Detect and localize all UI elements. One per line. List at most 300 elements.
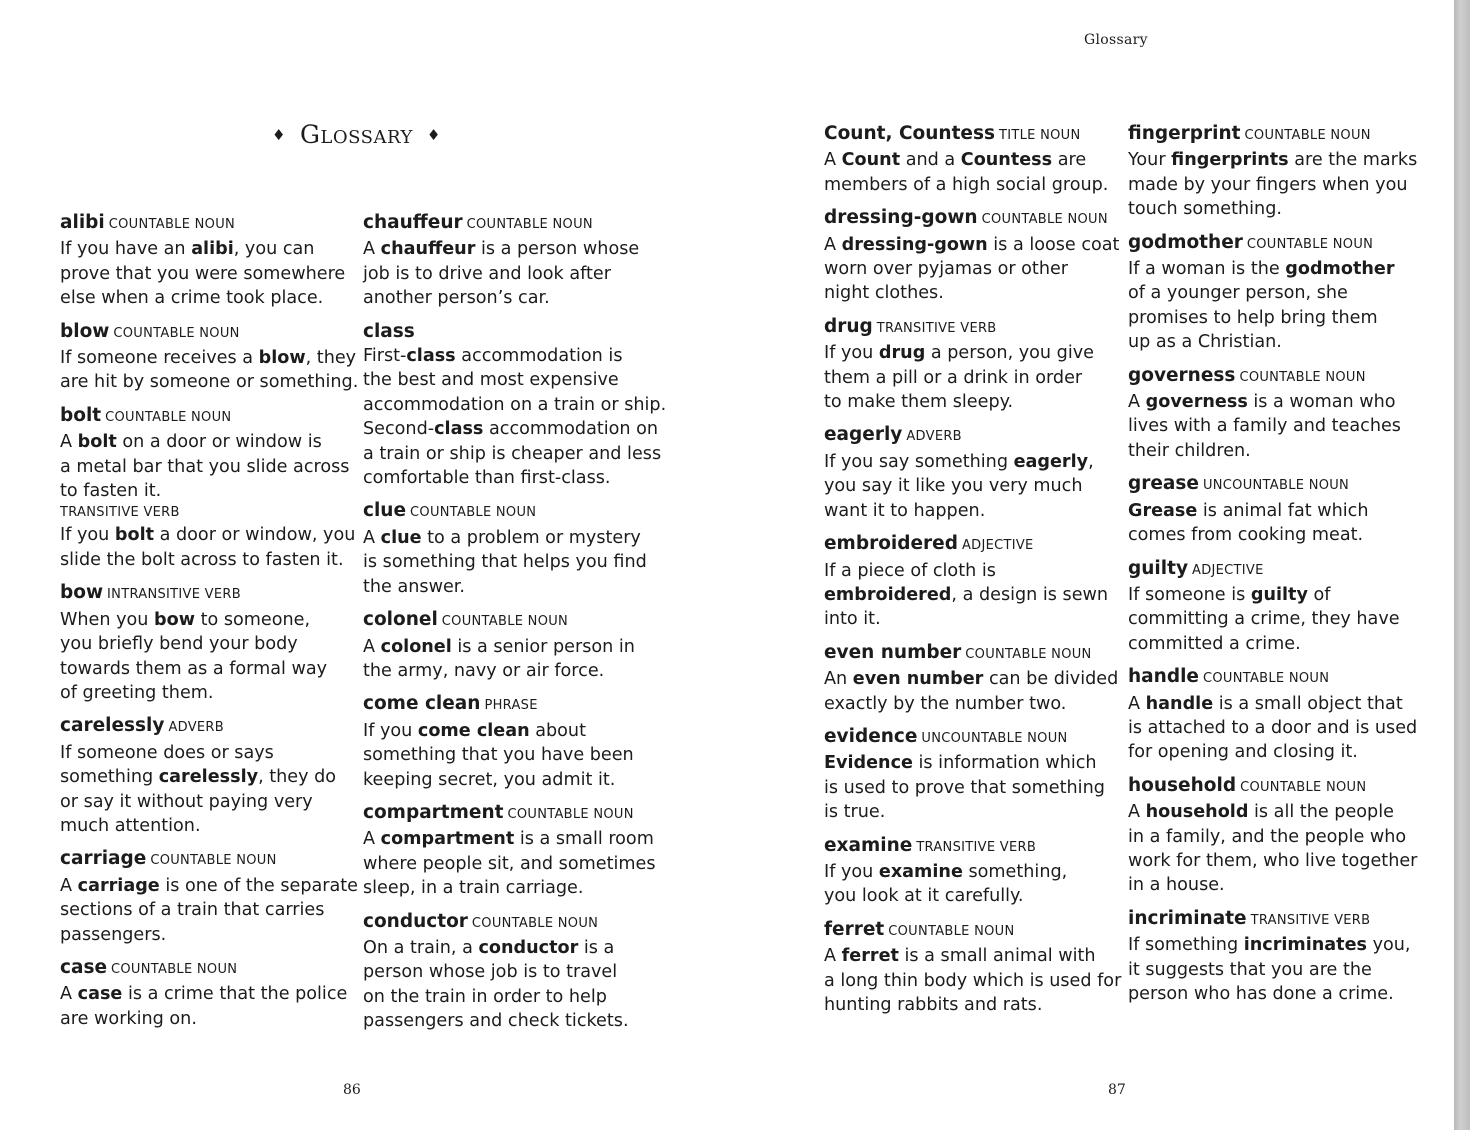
definition-text: is a woman who xyxy=(1247,392,1396,413)
definition-line xyxy=(1128,716,1420,740)
definition-text: the army, navy or air force. xyxy=(363,660,605,681)
part-of-speech: TRANSITIVE VERB xyxy=(876,320,997,336)
headword: even number xyxy=(824,641,962,663)
part-of-speech: COUNTABLE NOUN xyxy=(1240,779,1367,795)
definition-text: A xyxy=(60,875,78,896)
glossary-entry xyxy=(1128,364,1420,464)
definition-line xyxy=(363,1009,655,1033)
definition-keyword: carelessly xyxy=(158,767,259,788)
definition-text: a door or window, you xyxy=(154,525,356,546)
entry-heading xyxy=(824,532,1116,558)
entry-heading xyxy=(60,211,352,237)
glossary-entry xyxy=(60,956,352,1031)
definition-text: something that you have been xyxy=(363,745,634,766)
glossary-entry xyxy=(824,918,1122,1018)
definition-line xyxy=(363,368,655,392)
headword: chauffeur xyxy=(363,212,463,233)
headword: eagerly xyxy=(824,424,903,446)
part-of-speech: COUNTABLE NOUN xyxy=(1239,369,1366,385)
definition-line xyxy=(60,1007,352,1031)
definition-line xyxy=(60,923,352,947)
definition-line xyxy=(363,960,655,984)
definition-text: for opening and closing it. xyxy=(1128,742,1358,763)
headword: ferret xyxy=(824,918,885,940)
definition-keyword: ferret xyxy=(841,946,899,967)
definition-line xyxy=(60,370,359,394)
part-of-speech: UNCOUNTABLE NOUN xyxy=(1202,478,1350,494)
definition-text: comfortable than first-class. xyxy=(363,468,611,489)
definition-text: committing a crime, they have xyxy=(1128,609,1400,630)
definition-line xyxy=(363,442,662,466)
part-of-speech: TITLE NOUN xyxy=(998,128,1081,143)
definition-text: a metal bar that you slide across xyxy=(60,456,350,477)
headword: compartment xyxy=(363,801,504,823)
definition-line xyxy=(1128,173,1420,197)
definition-text: A xyxy=(363,829,381,850)
definition-text: the answer. xyxy=(363,576,465,597)
page-number-left: 86 xyxy=(343,1082,361,1098)
definition-line xyxy=(60,814,352,838)
definition-text: work for them, who live together xyxy=(1128,850,1418,871)
entry-heading xyxy=(1128,665,1420,691)
entry-heading xyxy=(60,956,352,982)
entry-heading xyxy=(1128,122,1420,148)
definition-text: on the train in order to help xyxy=(363,986,607,1007)
definition-keyword: Evidence xyxy=(824,753,913,774)
glossary-entry xyxy=(363,608,655,683)
definition-text: If you say something xyxy=(824,451,1014,472)
glossary-entry xyxy=(824,206,1120,306)
page-number-right: 87 xyxy=(1108,1082,1126,1098)
headword: examine xyxy=(824,834,913,856)
definition-line xyxy=(363,575,655,599)
definition-text: If something xyxy=(1128,935,1244,956)
definition-line xyxy=(824,148,1116,172)
entry-heading xyxy=(363,499,655,525)
definition-line xyxy=(60,346,357,370)
part-of-speech: COUNTABLE NOUN xyxy=(507,806,634,822)
definition-line xyxy=(824,281,1116,305)
definition-text: is a small room xyxy=(514,829,654,850)
part-of-speech: COUNTABLE NOUN xyxy=(471,915,599,931)
definition-text: , xyxy=(1088,451,1094,472)
definition-text: night clothes. xyxy=(824,283,944,304)
part-of-speech: COUNTABLE NOUN xyxy=(888,923,1015,939)
glossary-entry xyxy=(824,725,1116,825)
part-of-speech: COUNTABLE NOUN xyxy=(113,325,240,341)
definition-line xyxy=(60,479,352,503)
entry-heading xyxy=(60,714,352,740)
definition-keyword: drug xyxy=(878,343,926,364)
definition-line xyxy=(60,262,352,286)
headword: bow xyxy=(60,582,104,604)
definition-text: a person, you give xyxy=(925,343,1094,364)
headword: fingerprint xyxy=(1128,123,1241,144)
definition-line xyxy=(1128,439,1420,463)
definition-keyword: embroidered xyxy=(824,584,952,605)
definition-keyword: class xyxy=(434,419,484,440)
definition-line xyxy=(363,743,655,767)
definition-line xyxy=(824,776,1116,800)
glossary-entry xyxy=(60,581,352,705)
definition-text: sections of a train that carries xyxy=(60,900,325,921)
entry-heading xyxy=(824,206,1116,232)
definition-line xyxy=(1128,197,1420,221)
part-of-speech: ADJECTIVE xyxy=(1192,562,1264,578)
definition-keyword: eagerly xyxy=(1013,451,1089,472)
definition-keyword: household xyxy=(1145,802,1249,823)
definition-line xyxy=(363,852,655,876)
definition-line xyxy=(824,607,1116,631)
definition-text: If you have an xyxy=(60,239,192,260)
definition-line xyxy=(824,233,1120,257)
headword: class xyxy=(363,320,415,342)
glossary-entry xyxy=(1128,122,1420,222)
definition-text: to fasten it. xyxy=(60,481,162,502)
definition-line xyxy=(60,286,352,310)
definition-line xyxy=(824,499,1116,523)
definition-text: touch something. xyxy=(1128,199,1282,220)
diamond-ornament-icon: ♦ xyxy=(426,126,441,144)
definition-text: A xyxy=(1128,392,1146,413)
entry-heading xyxy=(1128,364,1420,390)
definition-text: want it to happen. xyxy=(824,500,986,521)
definition-text: are the marks xyxy=(1288,150,1418,171)
entry-heading xyxy=(824,423,1116,449)
definition-line xyxy=(824,993,1116,1017)
right-page xyxy=(735,0,1454,1130)
definition-text: accommodation is xyxy=(455,346,623,367)
entry-heading xyxy=(824,122,1116,148)
glossary-column-2 xyxy=(363,211,667,1043)
part-of-speech: COUNTABLE NOUN xyxy=(111,961,238,977)
definition-text: of a younger person, she xyxy=(1128,283,1348,304)
glossary-entry xyxy=(1128,774,1420,898)
definition-text: is something that helps you find xyxy=(363,552,647,573)
definition-keyword: incriminates xyxy=(1243,935,1367,956)
definition-text: you look at it carefully. xyxy=(824,886,1024,907)
headword: carelessly xyxy=(60,715,165,737)
definition-text: are hit by someone or something. xyxy=(60,372,359,393)
glossary-title xyxy=(272,120,441,149)
headword: grease xyxy=(1128,473,1199,495)
definition-text: them a pill or a drink in order xyxy=(824,367,1083,388)
definition-keyword: governess xyxy=(1145,392,1248,413)
definition-line xyxy=(1128,849,1420,873)
definition-text: If you xyxy=(363,720,418,741)
definition-text: A xyxy=(363,527,381,548)
definition-text: A xyxy=(60,984,78,1005)
entry-heading xyxy=(824,725,1116,751)
definition-text: First- xyxy=(363,346,407,367)
definition-text: another person’s car. xyxy=(363,288,550,309)
definition-line xyxy=(824,559,1116,583)
part-of-speech: INTRANSITIVE VERB xyxy=(107,587,241,603)
definition-text: If someone is xyxy=(1128,584,1251,605)
headword: alibi xyxy=(60,212,105,233)
definition-line xyxy=(60,657,352,681)
definition-line xyxy=(1128,523,1420,547)
part-of-speech: COUNTABLE NOUN xyxy=(965,646,1092,662)
definition-text: of xyxy=(1307,584,1331,605)
entry-heading xyxy=(363,608,655,634)
definition-text: is a small object that xyxy=(1213,693,1403,714)
definition-keyword: blow xyxy=(258,348,306,369)
definition-text: something xyxy=(60,767,159,788)
definition-text: A xyxy=(824,150,842,171)
glossary-entry xyxy=(60,847,358,947)
definition-text: of greeting them. xyxy=(60,682,214,703)
definition-line xyxy=(824,884,1116,908)
part-of-speech: COUNTABLE NOUN xyxy=(1244,128,1371,143)
definition-text: A xyxy=(363,239,381,260)
definition-text: towards them as a formal way xyxy=(60,658,328,679)
definition-keyword: conductor xyxy=(478,937,579,958)
definition-text: and a xyxy=(900,150,961,171)
part-of-speech: PHRASE xyxy=(484,698,538,714)
definition-text: committed a crime. xyxy=(1128,633,1301,654)
definition-line xyxy=(60,898,352,922)
definition-line xyxy=(363,393,667,417)
definition-line xyxy=(363,768,655,792)
definition-text: exactly by the number two. xyxy=(824,693,1067,714)
definition-text: or say it without paying very xyxy=(60,791,313,812)
definition-text: something, xyxy=(962,861,1068,882)
definition-text: passengers and check tickets. xyxy=(363,1011,629,1032)
definition-text: in a family, and the people who xyxy=(1128,826,1407,847)
definition-keyword: Countess xyxy=(960,150,1053,171)
definition-text: is a person whose xyxy=(475,239,640,260)
entry-heading xyxy=(60,847,352,873)
definition-text: is attached to a door and is used xyxy=(1128,717,1418,738)
headword: Count, Countess xyxy=(824,123,995,144)
definition-line xyxy=(363,417,659,441)
glossary-entry xyxy=(824,423,1116,523)
definition-text: is one of the separate xyxy=(159,875,358,896)
glossary-entry xyxy=(60,320,359,395)
definition-text: , they xyxy=(305,348,357,369)
definition-text: members of a high social group. xyxy=(824,174,1109,195)
definition-text: a long thin body which is used for xyxy=(824,970,1122,991)
definition-keyword: dressing-gown xyxy=(841,234,988,255)
part-of-speech: COUNTABLE NOUN xyxy=(150,853,277,869)
headword: blow xyxy=(60,320,110,342)
part-of-speech: COUNTABLE NOUN xyxy=(410,505,537,521)
definition-text: A xyxy=(824,946,842,967)
definition-keyword: come clean xyxy=(417,720,530,741)
definition-text: you briefly bend your body xyxy=(60,634,298,655)
entry-heading xyxy=(60,404,352,430)
definition-keyword: fingerprints xyxy=(1171,150,1289,171)
headword: carriage xyxy=(60,848,147,870)
headword: colonel xyxy=(363,609,438,631)
definition-line xyxy=(60,681,352,705)
definition-keyword: guilty xyxy=(1250,584,1308,605)
definition-text: is a small animal with xyxy=(898,946,1096,967)
part-of-speech: TRANSITIVE VERB xyxy=(1250,912,1371,928)
definition-text: worn over pyjamas or other xyxy=(824,259,1069,280)
definition-line xyxy=(60,632,352,656)
headword: conductor xyxy=(363,910,468,932)
definition-line xyxy=(824,474,1116,498)
definition-line xyxy=(363,719,655,743)
definition-line xyxy=(1128,414,1420,438)
headword: come clean xyxy=(363,693,481,715)
definition-text: person whose job is to travel xyxy=(363,962,618,983)
definition-line xyxy=(60,790,352,814)
definition-line xyxy=(363,876,655,900)
glossary-column-4 xyxy=(1128,122,1420,1015)
definition-line xyxy=(1128,583,1420,607)
entry-heading xyxy=(1128,907,1420,933)
definition-line xyxy=(1128,958,1420,982)
part-of-speech: ADVERB xyxy=(906,429,962,445)
entry-heading xyxy=(824,641,1116,667)
glossary-entry xyxy=(363,910,655,1034)
glossary-entry xyxy=(824,641,1119,716)
definition-text: is a loose coat xyxy=(987,234,1120,255)
headword: evidence xyxy=(824,725,918,747)
definition-line xyxy=(1128,632,1420,656)
definition-text: When you xyxy=(60,609,155,630)
definition-keyword: examine xyxy=(878,861,963,882)
glossary-entry xyxy=(1128,231,1420,355)
page-edge-shadow xyxy=(1454,0,1470,1130)
headword: bolt xyxy=(60,404,102,426)
definition-line xyxy=(363,262,655,286)
definition-text: keeping secret, you admit it. xyxy=(363,769,616,790)
glossary-entry xyxy=(363,692,655,792)
definition-line xyxy=(1128,499,1420,523)
definition-text: accommodation on xyxy=(483,419,659,440)
definition-text: A xyxy=(1128,693,1146,714)
definition-line xyxy=(363,237,655,261)
definition-keyword: bow xyxy=(154,609,195,630)
definition-text: If a woman is the xyxy=(1128,259,1286,280)
headword: case xyxy=(60,956,108,978)
definition-keyword: clue xyxy=(380,527,422,548)
definition-text: prove that you were somewhere xyxy=(60,263,346,284)
glossary-entry xyxy=(824,315,1116,415)
definition-line xyxy=(1128,281,1420,305)
entry-heading xyxy=(824,834,1116,860)
definition-text: If you xyxy=(60,525,115,546)
definition-line xyxy=(60,548,352,572)
definition-line xyxy=(824,450,1116,474)
definition-keyword: Grease xyxy=(1128,500,1198,521)
definition-line xyxy=(363,635,655,659)
definition-text: accommodation on a train or ship. xyxy=(363,394,667,415)
definition-line xyxy=(60,237,352,261)
definition-line xyxy=(824,583,1116,607)
glossary-entry xyxy=(363,211,655,311)
definition-keyword: class xyxy=(406,346,456,367)
definition-keyword: handle xyxy=(1145,693,1214,714)
definition-keyword: even number xyxy=(852,669,984,690)
definition-keyword: bolt xyxy=(114,525,155,546)
definition-text: about xyxy=(529,720,586,741)
definition-text: hunting rabbits and rats. xyxy=(824,995,1043,1015)
definition-text: An xyxy=(824,669,853,690)
definition-keyword: bolt xyxy=(77,432,117,453)
entry-heading xyxy=(1128,472,1420,498)
entry-heading xyxy=(1128,557,1420,583)
part-of-speech: COUNTABLE NOUN xyxy=(441,614,569,630)
part-of-speech: TRANSITIVE VERB xyxy=(916,839,1037,855)
definition-text: If someone does or says xyxy=(60,742,274,763)
definition-line xyxy=(60,874,358,898)
definition-line xyxy=(363,936,655,960)
headword: guilty xyxy=(1128,557,1188,579)
definition-line xyxy=(1128,607,1420,631)
definition-text: can be divided xyxy=(983,669,1119,690)
definition-text: If someone receives a xyxy=(60,348,259,369)
part-of-speech: COUNTABLE NOUN xyxy=(981,212,1108,228)
entry-heading xyxy=(60,320,352,346)
definition-line xyxy=(824,860,1116,884)
definition-line xyxy=(363,526,655,550)
definition-line xyxy=(824,692,1116,716)
glossary-entry xyxy=(824,532,1116,632)
definition-line xyxy=(1128,390,1420,414)
glossary-column-1 xyxy=(60,211,359,1040)
headword: clue xyxy=(363,500,407,522)
definition-text: into it. xyxy=(824,609,881,630)
definition-text: in a house. xyxy=(1128,875,1225,896)
definition-text: is used to prove that something xyxy=(824,777,1105,798)
definition-line xyxy=(824,751,1116,775)
definition-line xyxy=(363,827,655,851)
definition-line xyxy=(1128,257,1420,281)
definition-text: a train or ship is cheaper and less xyxy=(363,443,662,464)
part-of-speech: COUNTABLE NOUN xyxy=(1246,236,1374,252)
definition-text: their children. xyxy=(1128,440,1251,461)
definition-line xyxy=(824,341,1116,365)
definition-text: If you xyxy=(824,343,879,364)
definition-line xyxy=(1128,330,1420,354)
entry-heading xyxy=(363,692,655,718)
definition-line xyxy=(1128,148,1420,172)
definition-line xyxy=(363,659,655,683)
definition-text: made by your fingers when you xyxy=(1128,174,1408,195)
glossary-entry xyxy=(363,499,655,599)
definition-text: is a xyxy=(578,937,615,958)
headword: handle xyxy=(1128,666,1199,688)
definition-text: on a door or window is xyxy=(116,432,322,453)
glossary-entry xyxy=(60,404,356,572)
definition-text: , you can xyxy=(233,239,315,260)
entry-heading xyxy=(363,211,655,237)
definition-line xyxy=(824,667,1119,691)
definition-text: , they do xyxy=(258,767,337,788)
definition-keyword: Count xyxy=(841,150,901,171)
definition-text: is true. xyxy=(824,802,886,823)
definition-text: A xyxy=(824,234,842,255)
headword: embroidered xyxy=(824,533,958,555)
definition-text: job is to drive and look after xyxy=(363,263,611,284)
part-of-speech: ADJECTIVE xyxy=(961,538,1034,554)
glossary-entry xyxy=(824,834,1116,909)
definition-text: is animal fat which xyxy=(1197,500,1369,521)
entry-heading xyxy=(1128,231,1420,257)
definition-text: Your xyxy=(1128,150,1172,171)
definition-text: is all the people xyxy=(1248,802,1394,823)
definition-text: A xyxy=(60,432,78,453)
definition-line xyxy=(1128,692,1420,716)
definition-text: are working on. xyxy=(60,1008,197,1029)
definition-line xyxy=(1128,800,1420,824)
glossary-entry xyxy=(363,801,655,901)
